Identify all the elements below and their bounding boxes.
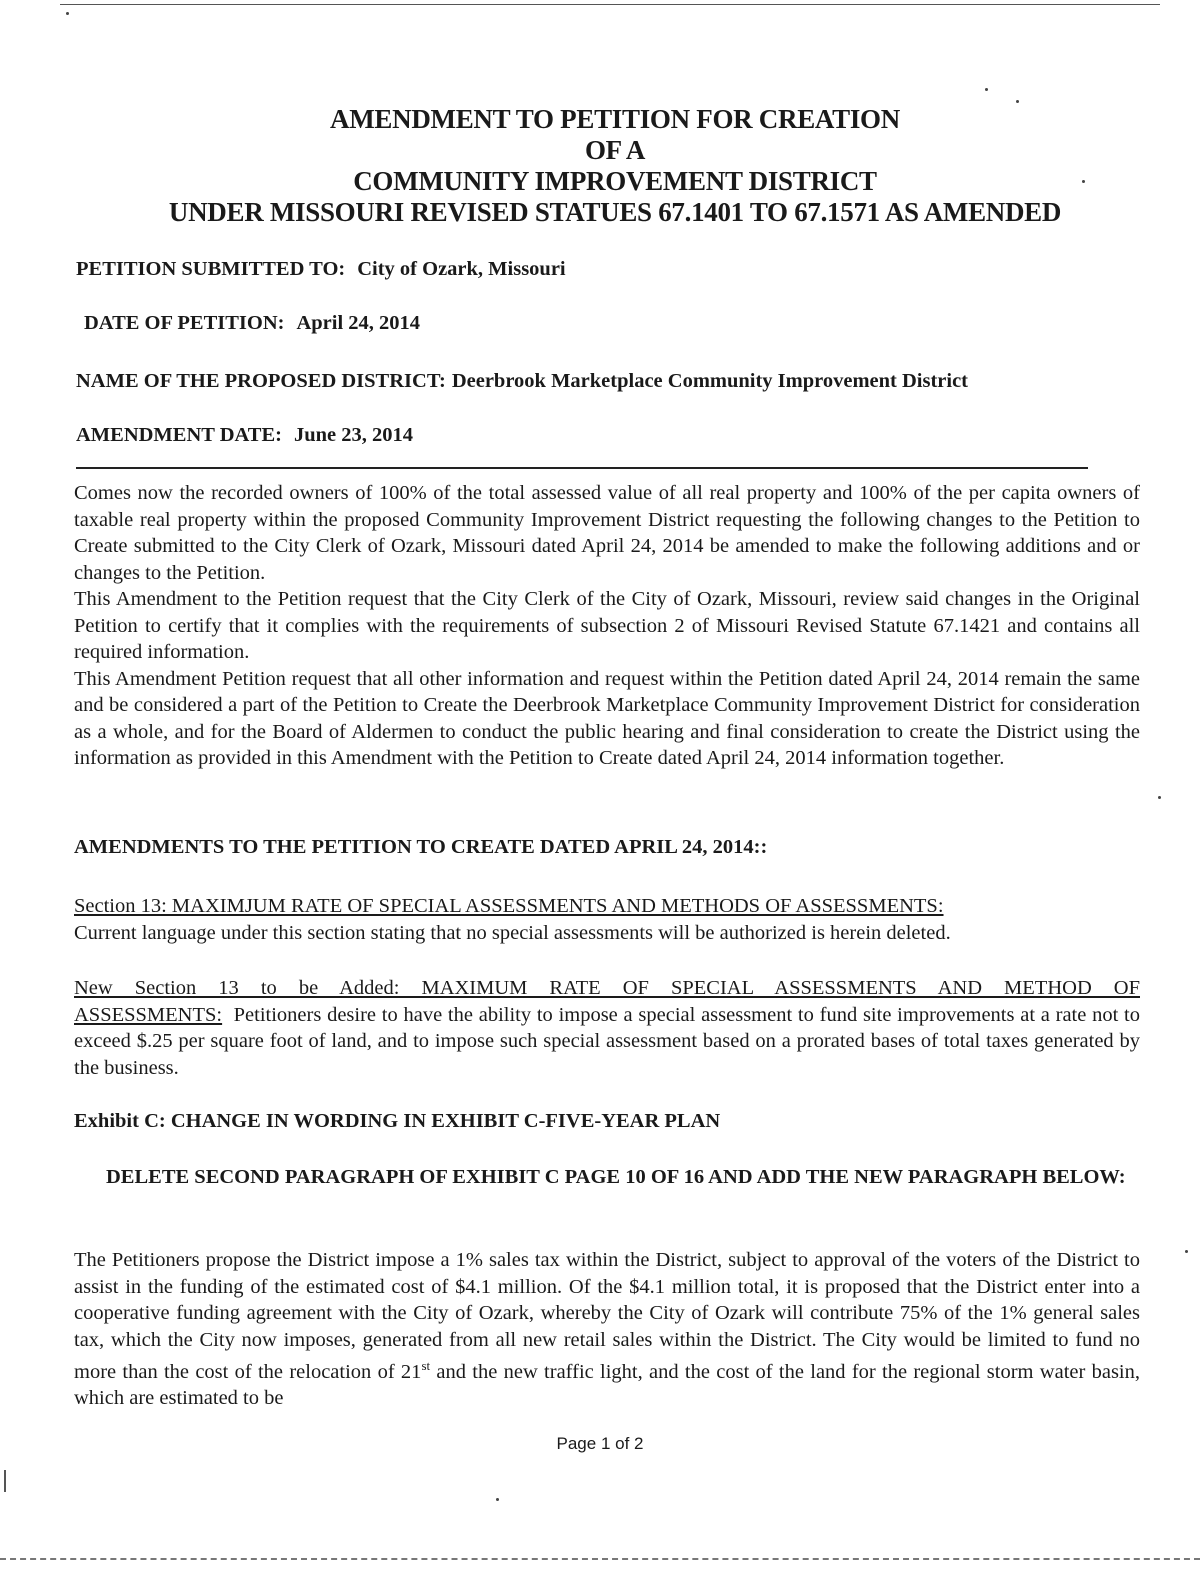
date-of-petition-value: April 24, 2014 [296,312,421,334]
scan-speck [66,12,69,15]
date-of-petition-row [84,312,420,335]
intro-paragraph-3: This Amendment Petition request that all other information and request within the Petition dated April 24, 2014 remain the same and be considered a part of the Petition to Create the Deerbrook Marketplace Community Improvement District for consideration as a whole, and for the Board of Aldermen to conduct the public hearing and final consideration to create the District using the information as provided in this Amendment with the Petition to Create dated April 24, 2014 information together. [74,667,1140,769]
date-of-petition-label: DATE OF PETITION: [84,312,285,334]
amendment-date-label: AMENDMENT DATE: [76,424,282,446]
submitted-to-value: City of Ozark, Missouri [357,258,566,280]
intro-paragraphs [74,480,1140,772]
scan-speck [985,88,988,91]
scan-margin-mark [4,1470,6,1492]
header-divider [76,467,1088,469]
section-13-heading: Section 13: MAXIMJUM RATE OF SPECIAL ASSESSMENTS AND METHODS OF ASSESSMENTS: [74,895,944,917]
title-line-3: COMMUNITY IMPROVEMENT DISTRICT [353,166,877,196]
exhibit-c-paragraph [74,1247,1140,1412]
ordinal-superscript: st [421,1358,431,1373]
amendment-date-row [76,424,413,447]
amendments-heading: AMENDMENTS TO THE PETITION TO CREATE DATED APRIL 24, 2014:: [74,836,768,858]
intro-paragraph-1: Comes now the recorded owners of 100% of the total assessed value of all real property and 100% of the per capita owners of taxable real property within the proposed Community Improvement District requesting the following changes to the Petition to Create submitted to the City Clerk of Ozark, Missouri dated April 24, 2014 be amended to make the following additions and or changes to the Petition. [74,482,1140,584]
scan-speck [1158,796,1161,799]
district-name-row [76,370,968,393]
scan-speck [1185,1250,1188,1253]
bottom-edge-marks [0,1558,1200,1560]
intro-paragraph-2: This Amendment to the Petition request that the City Clerk of the City of Ozark, Missouri, review said changes in the Original Petition to certify that it complies with the requirements of subsection 2 of Missouri Revised Statute 67.1421 and contains all required information. [74,588,1140,663]
district-name-value: Deerbrook Marketplace Community Improvement District [451,370,969,392]
page-number: Page 1 of 2 [556,1434,644,1453]
amendment-date-value: June 23, 2014 [293,424,413,446]
section-13 [74,893,1140,946]
scan-speck [496,1498,499,1501]
new-section-13 [74,975,1140,1081]
title-line-2: OF A [584,135,646,165]
document-title [0,104,1200,228]
exhibit-c-heading: Exhibit C: CHANGE IN WORDING IN EXHIBIT C-FIVE-YEAR PLAN [74,1110,721,1132]
exhibit-c-subheading: DELETE SECOND PARAGRAPH OF EXHIBIT C PAGE 10 OF 16 AND ADD THE NEW PARAGRAPH BELOW: [106,1166,1126,1188]
exhibit-c-text: The Petitioners propose the District impose a 1% sales tax within the District, subject to approval of the voters of the District to assist in the funding of the estimated cost of $4.1 million. Of the $4.1 million total, it is proposed that the District enter into a cooperative funding agreement with the City of Ozark, whereby the City of Ozark will contribute 75% of the 1% general sales tax, which the City now imposes, generated from all new retail sales within the District. The City would be limited to fund no more than the cost of the relocation of 21 [74,1249,1140,1383]
title-line-1: AMENDMENT TO PETITION FOR CREATION [330,104,900,134]
new-section-13-text: Petitioners desire to have the ability to impose a special assessment to fund site improvements at a rate not to exceed $.25 per square foot of land, and to impose such special assessment based on a prorated bases of total taxes generated by the business. [74,1003,1140,1079]
top-edge-rule [60,4,1160,5]
district-name-label: NAME OF THE PROPOSED DISTRICT: [76,370,446,392]
section-13-text: Current language under this section stating that no special assessments will be authorized is herein deleted. [74,921,951,944]
exhibit-c-text-continued: and the new traffic light, and the cost of the land for the regional storm water basin, which are estimated to be [74,1360,1140,1410]
new-section-13-heading: New Section 13 to be Added: MAXIMUM RATE OF SPECIAL ASSESSMENTS AND METHOD OF ASSESSMENTS: [74,977,1140,1026]
submitted-to-label: PETITION SUBMITTED TO: [76,258,346,280]
title-line-4: UNDER MISSOURI REVISED STATUES 67.1401 TO 67.1571 AS AMENDED [168,197,1062,227]
submitted-to-row [76,258,566,281]
scan-speck [1016,100,1019,103]
